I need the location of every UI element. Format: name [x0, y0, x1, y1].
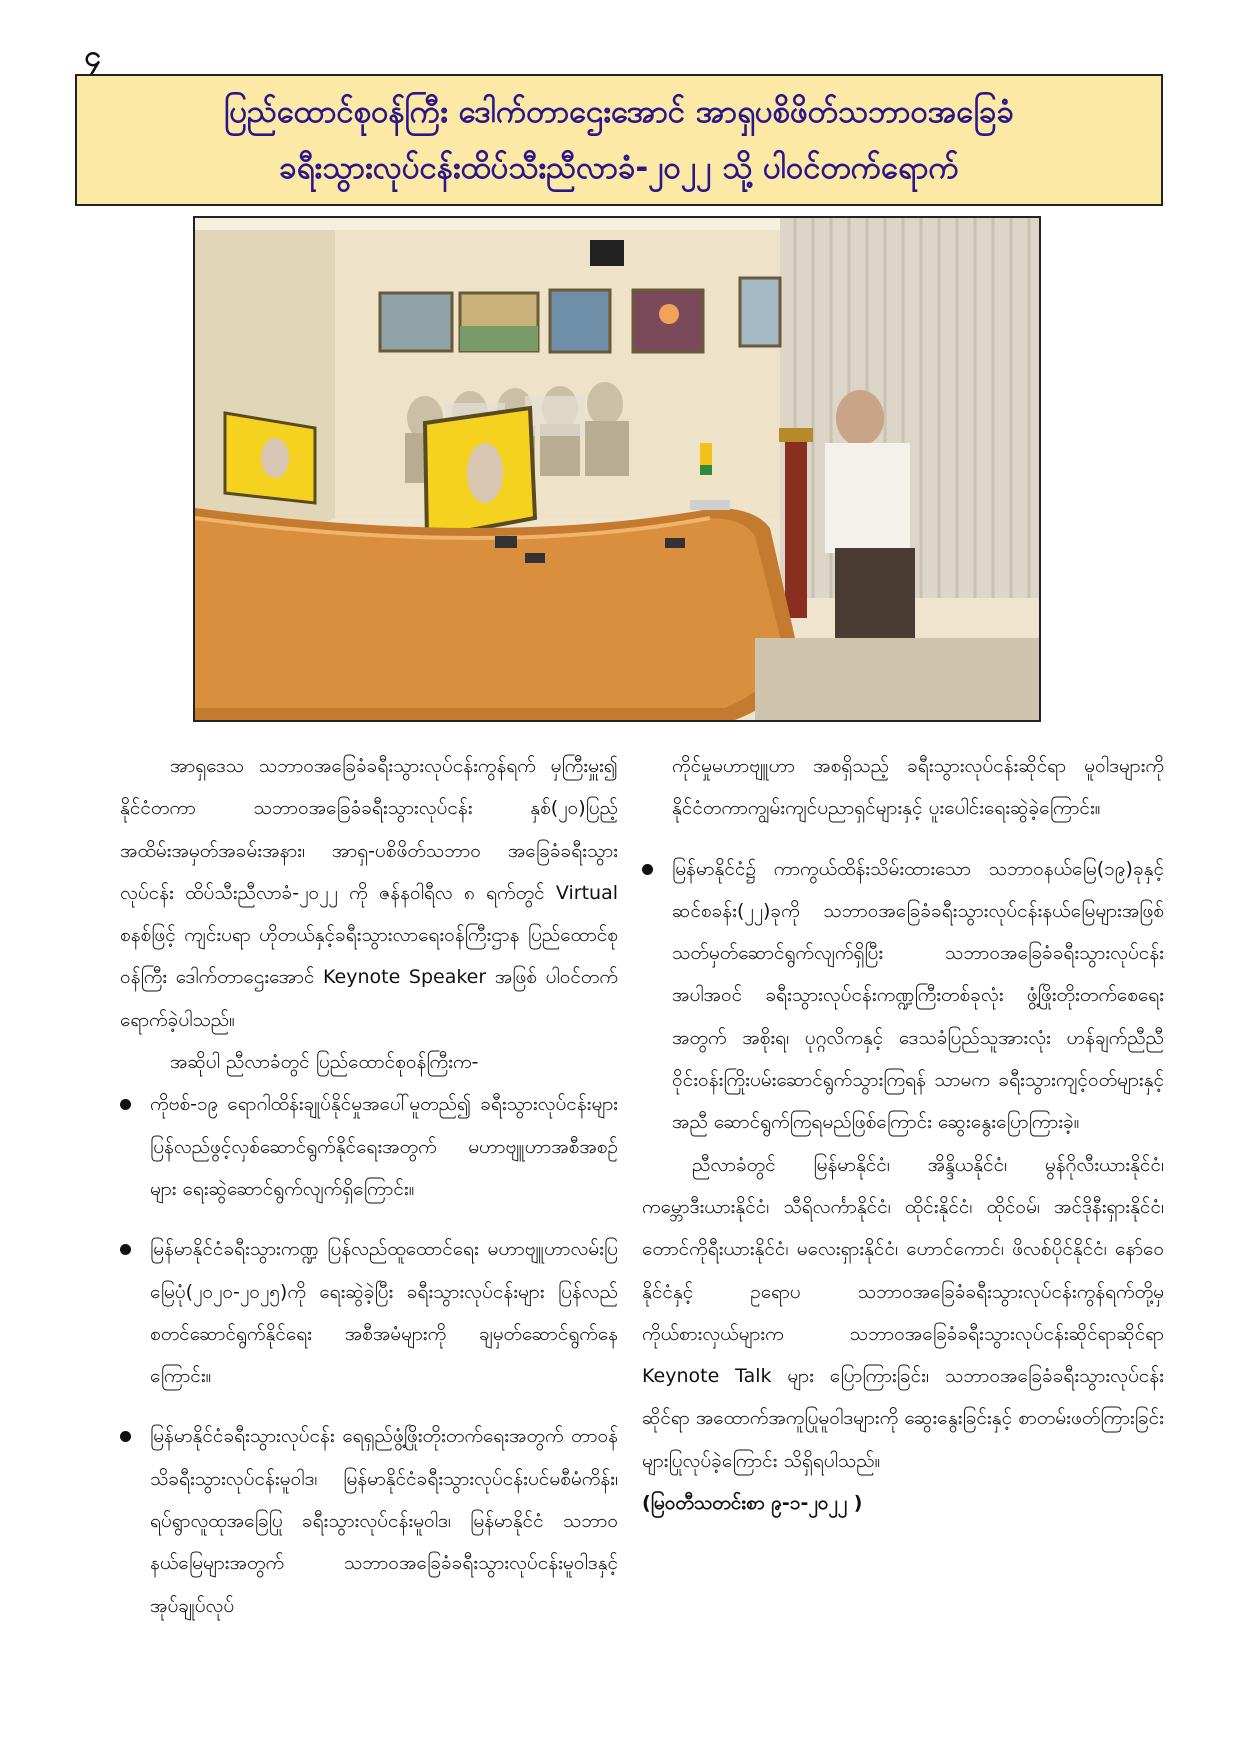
bullet-text: မြန်မာနိုင်ငံခရီးသွားလုပ်ငန်း ရေရှည်ဖွံ့ဖြိုးတိုးတက်ရေးအတွက် တာဝန်သိခရီးသွားလုပ်ငန်းမူဝါဒ၊ မြန်မာနိုင်ငံခရီးသွားလုပ်ငန်းပင်မစီမံကိန်း၊ ရပ်ရွာလူထုအခြေပြု ခရီးသွားလုပ်ငန်းမူဝါဒ၊ မြန်မာနိုင်ငံ သဘာဝနယ်မြေများအတွက် သဘာဝအခြေခံခရီးသွားလုပ်ငန်းမူဝါဒနှင့် အုပ်ချုပ်လုပ် — [150, 1425, 618, 1617]
bullet-item — [120, 1083, 618, 1210]
lead-in-paragraph: အဆိုပါ ညီလာခံတွင် ပြည်ထောင်စုဝန်ကြီးက- — [170, 1051, 479, 1074]
headline-line-1: ပြည်ထောင်စုဝန်ကြီး ဒေါက်တာဌေးအောင် အာရှပစိဖိတ်သဘာဝအခြေခံ — [224, 94, 1014, 130]
bullet-item — [120, 1228, 618, 1397]
bullet-text: မြန်မာနိုင်ငံခရီးသွားကဏ္ဍ ပြန်လည်ထူထောင်ရေး မဟာဗျူဟာလမ်းပြမြေပုံ(၂၀၂၀-၂၀၂၅)ကို ရေးဆွဲခဲ့ပြီး ခရီးသွားလုပ်ငန်းများ ပြန်လည်စတင်ဆောင်ရွက်နိုင်ရေး အစီအမံများကို ချမှတ်ဆောင်ရွက်နေကြောင်း။ — [150, 1238, 618, 1388]
source-citation: (မြဝတီသတင်းစာ ၉-၁-၂၀၂၂ ) — [642, 1492, 863, 1515]
bullet-item — [120, 1415, 618, 1626]
bullet-text: မြန်မာနိုင်ငံ၌ ကာကွယ်ထိန်းသိမ်းထားသော သဘာဝနယ်မြေ(၁၉)ခုနှင့် ဆင်စခန်း(၂၂)ခုကို သဘာဝအခြေခံခရီးသွားလုပ်ငန်းနယ်မြေများအဖြစ် သတ်မှတ်ဆောင်ရွက်လျက်ရှိပြီး သဘာဝအခြေခံခရီးသွားလုပ်ငန်းအပါအဝင် ခရီးသွားလုပ်ငန်းကဏ္ဍကြီးတစ်ခုလုံး ဖွံ့ဖြိုးတိုးတက်စေရေးအတွက် အစိုးရ၊ ပုဂ္ဂလိကနှင့် ဒေသခံပြည်သူအားလုံး ဟန်ချက်ညီညီ ဝိုင်းဝန်းကြိုးပမ်းဆောင်ရွက်သွားကြရန် သာမက ခရီးသွားကျင့်ဝတ်များနှင့်အညီ ဆောင်ရွက်ကြရမည်ဖြစ်ကြောင်း ဆွေးနွေးပြောကြားခဲ့။ — [672, 857, 1164, 1134]
bullet-icon — [120, 1431, 131, 1442]
bullet-continuation: ကိုင်မှုမဟာဗျူဟာ အစရှိသည့် ခရီးသွားလုပ်ငန်းဆိုင်ရာ မူဝါဒများကို နိုင်ငံတကာကျွမ်းကျင်ပညာရှင်များနှင့် ပူးပေါင်းရေးဆွဲခဲ့ကြောင်း။ — [672, 755, 1164, 820]
bullet-item — [642, 848, 1164, 1144]
headline-box — [75, 74, 1163, 206]
bullet-icon — [120, 1244, 131, 1255]
bullet-text: ကိုဗစ်-၁၉ ရောဂါထိန်းချုပ်နိုင်မှုအပေါ်မူတည်၍ ခရီးသွားလုပ်ငန်းများ ပြန်လည်ဖွင့်လှစ်ဆောင်ရွက်နိုင်ရေးအတွက် မဟာဗျူဟာအစီအစဉ်များ ရေးဆွဲဆောင်ရွက်လျက်ရှိကြောင်း။ — [150, 1093, 618, 1200]
meeting-photo — [193, 216, 1041, 722]
page-number: ၄ — [84, 39, 101, 74]
left-column — [120, 745, 618, 1627]
bullet-icon — [642, 864, 653, 875]
bullet-icon — [120, 1099, 131, 1110]
right-column — [642, 745, 1164, 1524]
closing-paragraph: ညီလာခံတွင် မြန်မာနိုင်ငံ၊ အိန္ဒိယနိုင်ငံ၊ မွန်ဂိုလီးယားနိုင်ငံ၊ ကမ္ဘောဒီးယားနိုင်ငံ၊ သီရိလင်္ကာနိုင်ငံ၊ ထိုင်းနိုင်ငံ၊ ထိုင်ဝမ်၊ အင်ဒိုနီးရှားနိုင်ငံ၊ တောင်ကိုရီးယားနိုင်ငံ၊ မလေးရှားနိုင်ငံ၊ ဟောင်ကောင်၊ ဖိလစ်ပိုင်နိုင်ငံ၊ နော်ဝေနိုင်ငံနှင့် ဥရောပ သဘာဝအခြေခံခရီးသွားလုပ်ငန်းကွန်ရက်တို့မှ ကိုယ်စားလှယ်များက သဘာဝအခြေခံခရီးသွားလုပ်ငန်းဆိုင်ရာဆိုင်ရာ Keynote Talk များ ပြောကြားခြင်း၊ သဘာဝအခြေခံခရီးသွားလုပ်ငန်းဆိုင်ရာ အထောက်အကူပြုမူဝါဒများကို ဆွေးနွေးခြင်းနှင့် စာတမ်းဖတ်ကြားခြင်းများပြုလုပ်ခဲ့ကြောင်း သိရှိရပါသည်။ — [642, 1153, 1164, 1472]
intro-paragraph: အာရှဒေသ သဘာဝအခြေခံခရီးသွားလုပ်ငန်းကွန်ရက် မှကြီးမှူး၍ နိုင်ငံတကာ သဘာဝအခြေခံခရီးသွားလုပ်ငန်း နှစ်(၂၀)ပြည့် အထိမ်းအမှတ်အခမ်းအနား၊ အာရှ-ပစိဖိတ်သဘာဝ အခြေခံခရီးသွားလုပ်ငန်း ထိပ်သီးညီလာခံ-၂၀၂၂ ကို ဇန်နဝါရီလ ၈ ရက်တွင် Virtual စနစ်ဖြင့် ကျင်းပရာ ဟိုတယ်နှင့်ခရီးသွားလာရေးဝန်ကြီးဌာန ပြည်ထောင်စုဝန်ကြီး ဒေါက်တာဌေးအောင် Keynote Speaker အဖြစ် ပါဝင်တက်ရောက်ခဲ့ပါသည်။ — [120, 755, 618, 1031]
headline-line-2: ခရီးသွားလုပ်ငန်းထိပ်သီးညီလာခံ-၂၀၂၂ သို့ ပါဝင်တက်ရောက် — [279, 150, 959, 186]
